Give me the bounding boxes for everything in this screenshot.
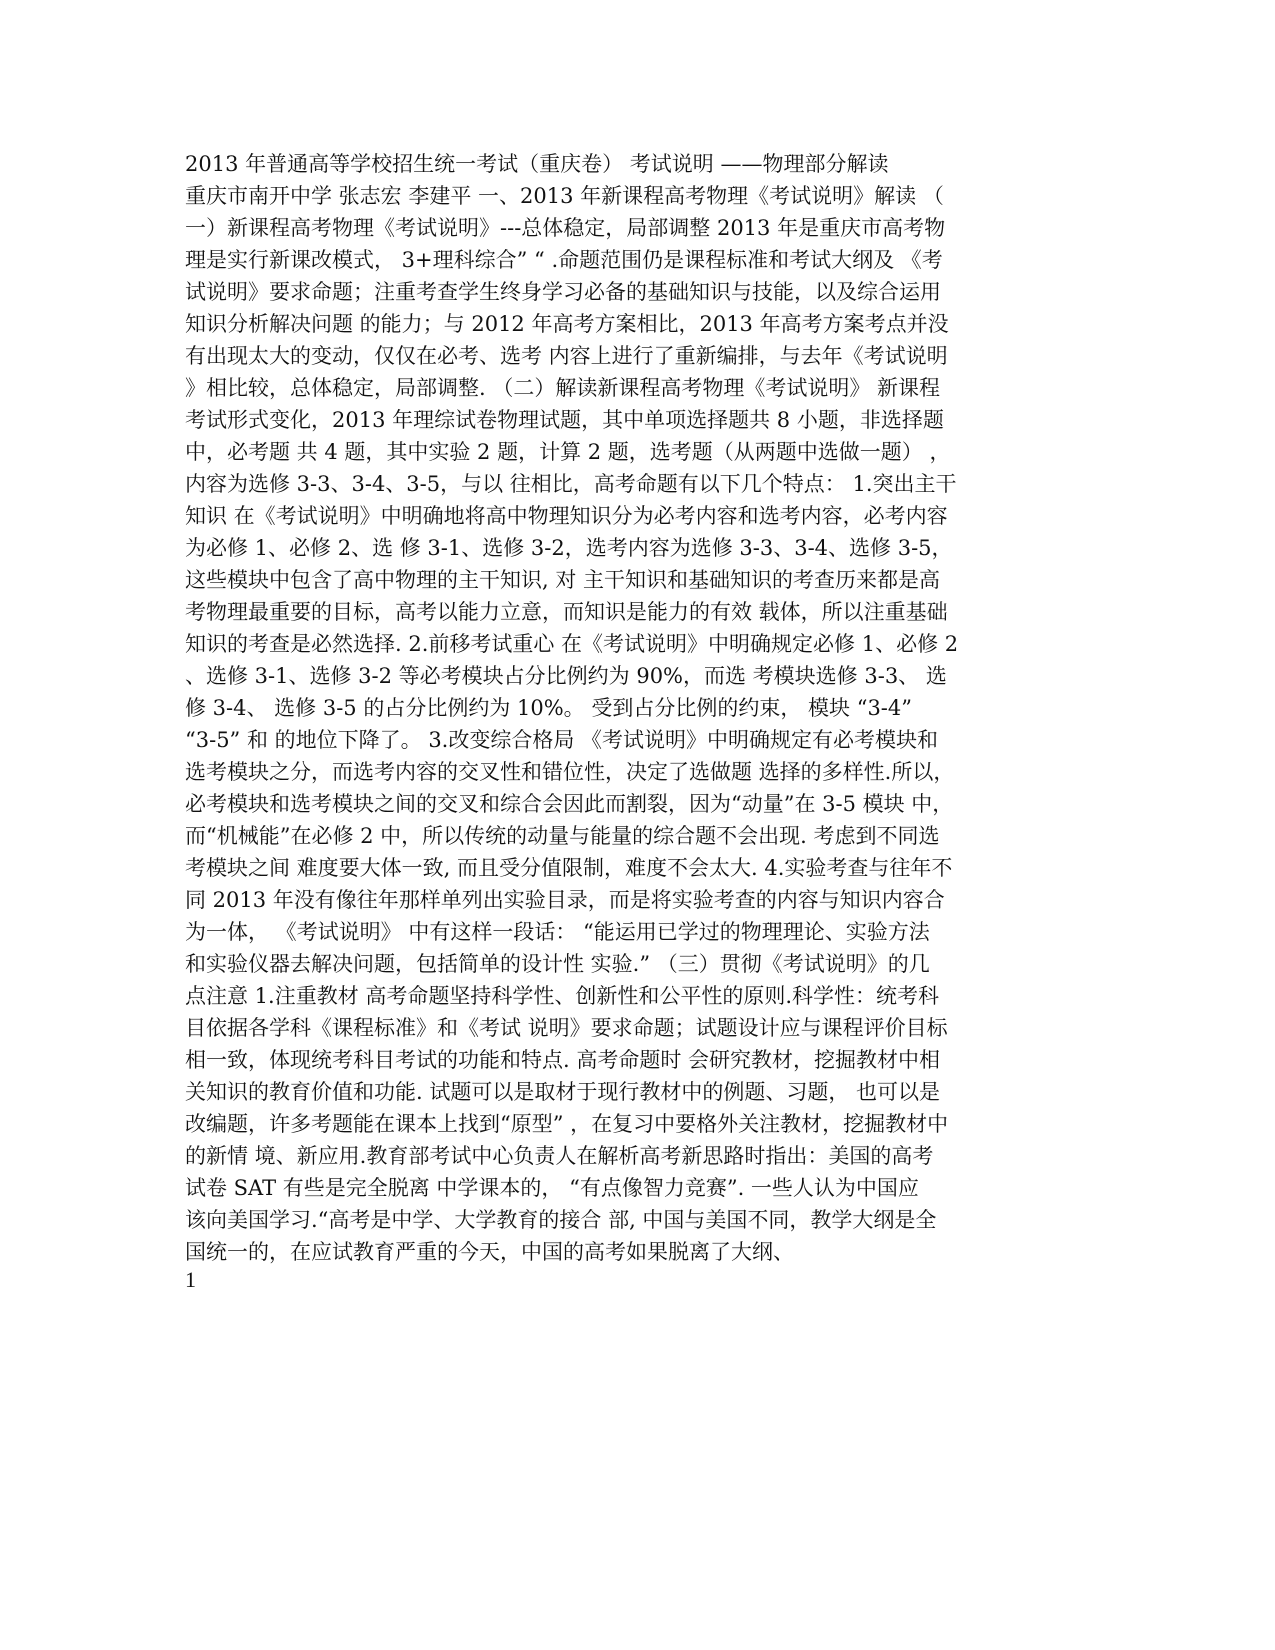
- text-line: 这些模块中包含了高中物理的主干知识, 对 主干知识和基础知识的考查历来都是高: [185, 568, 941, 592]
- text-line: 相一致，体现统考科目考试的功能和特点. 高考命题时 会研究教材，挖掘教材中相: [185, 1048, 941, 1072]
- text-line: 、选修 3-1、选修 3-2 等必考模块占分比例约为 90%，而选 考模块选修 3-3、 选: [185, 664, 947, 688]
- text-line: 考试形式变化，2013 年理综试卷物理试题，其中单项选择题共 8 小题，非选择题: [185, 408, 944, 432]
- text-line: 目依据各学科《课程标准》和《考试 说明》要求命题；试题设计应与课程评价目标: [185, 1016, 948, 1040]
- text-line: 同 2013 年没有像往年那样单列出实验目录，而是将实验考查的内容与知识内容合: [185, 888, 945, 912]
- text-line: 中，必考题 共 4 题，其中实验 2 题，计算 2 题，选考题（从两题中选做一题） ，: [185, 440, 951, 464]
- text-line: 的新情 境、新应用.教育部考试中心负责人在解析高考新思路时指出：美国的高考: [185, 1144, 934, 1168]
- text-line: 试卷 SAT 有些是完全脱离 中学课本的， “有点像智力竞赛”. 一些人认为中国应: [185, 1176, 919, 1200]
- text-line: 知识分析解决问题 的能力；与 2012 年高考方案相比，2013 年高考方案考点并没: [185, 312, 949, 336]
- text-line: 考物理最重要的目标，高考以能力立意，而知识是能力的有效 载体，所以注重基础: [185, 600, 948, 624]
- text-line: 有出现太大的变动，仅仅在必考、选考 内容上进行了重新编排，与去年《考试说明: [185, 344, 948, 368]
- text-line: 必考模块和选考模块之间的交叉和综合会因此而割裂，因为“动量”在 3-5 模块 中，: [185, 792, 954, 816]
- text-line: 为一体， 《考试说明》 中有这样一段话： “能运用已学过的物理理论、实验方法: [185, 920, 930, 944]
- text-line: 知识的考查是必然选择. 2.前移考试重心 在《考试说明》中明确规定必修 1、必修 2: [185, 632, 959, 656]
- text-line: “3-5” 和 的地位下降了。 3.改变综合格局 《考试说明》中明确规定有必考模块和: [185, 728, 939, 752]
- text-line: 点注意 1.注重教材 高考命题坚持科学性、创新性和公平性的原则.科学性：统考科: [185, 984, 940, 1008]
- text-line: 为必修 1、必修 2、选 修 3-1、选修 3-2，选考内容为选修 3-3、3-4、选修 3-5，: [185, 536, 953, 560]
- text-line: 知识 在《考试说明》中明确地将高中物理知识分为必考内容和选考内容，必考内容: [185, 504, 948, 528]
- document-title-line: 2013 年普通高等学校招生统一考试（重庆卷） 考试说明 ——物理部分解读: [185, 152, 889, 176]
- text-line: 和实验仪器去解决问题，包括简单的设计性 实验.” （三）贯彻《考试说明》的几: [185, 952, 930, 976]
- text-line: 关知识的教育价值和功能. 试题可以是取材于现行教材中的例题、习题， 也可以是: [185, 1080, 941, 1104]
- text-line: 改编题，许多考题能在课本上找到“原型” ，在复习中要格外关注教材，挖掘教材中: [185, 1112, 949, 1136]
- text-line: 国统一的，在应试教育严重的今天，中国的高考如果脱离了大纲、: [185, 1240, 794, 1264]
- text-line: 该向美国学习.“高考是中学、大学教育的接合 部, 中国与美国不同，教学大纲是全: [185, 1208, 937, 1232]
- text-line: 选考模块之分，而选考内容的交叉性和错位性，决定了选做题 选择的多样性.所以，: [185, 760, 955, 784]
- text-line: 重庆市南开中学 张志宏 李建平 一、2013 年新课程高考物理《考试说明》解读 （: [185, 184, 944, 208]
- text-line: 》相比较，总体稳定，局部调整. （二）解读新课程高考物理《考试说明》 新课程: [185, 376, 941, 400]
- text-line: 试说明》要求命题；注重考查学生终身学习必备的基础知识与技能，以及综合运用: [185, 280, 941, 304]
- text-line: 内容为选修 3-3、3-4、3-5，与以 往相比，高考命题有以下几个特点： 1.突出主干: [185, 472, 957, 496]
- text-line: 而“机械能”在必修 2 中，所以传统的动量与能量的综合题不会出现. 考虑到不同选: [185, 824, 940, 848]
- text-line: 理是实行新课改模式， 3+理科综合” “ .命题范围仍是课程标准和考试大纲及 《考: [185, 248, 943, 272]
- text-line: 考模块之间 难度要大体一致, 而且受分值限制，难度不会太大. 4.实验考查与往年不: [185, 856, 953, 880]
- document-body: [185, 148, 1085, 1268]
- page-number: 1: [185, 1267, 196, 1292]
- text-line: 修 3-4、 选修 3-5 的占分比例约为 10%。 受到占分比例的约束， 模块 “3-4”: [185, 696, 912, 720]
- text-line: 一）新课程高考物理《考试说明》---总体稳定，局部调整 2013 年是重庆市高考物: [185, 216, 946, 240]
